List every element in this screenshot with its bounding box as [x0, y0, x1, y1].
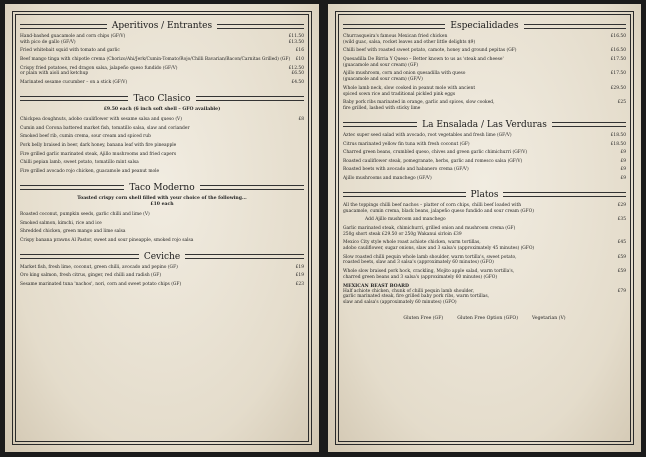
- beast-board-title: MEXICAN BEAST BOARD: [343, 283, 409, 289]
- menu-item: [20, 34, 304, 46]
- section-heading: [343, 21, 626, 31]
- menu-item: [343, 255, 626, 267]
- item-price: £16: [295, 48, 304, 54]
- heading-rule: [524, 24, 626, 29]
- item-text: Citrus marinated yellow fin tuna with fresh coconut (GF): [343, 141, 470, 147]
- menu-item: [20, 57, 304, 63]
- menu-item: [20, 238, 304, 244]
- section-title: Aperitivos / Entrantes: [111, 21, 213, 31]
- menu-item: [343, 217, 626, 223]
- item-text: Oro king salmon, fresh citrus, ginger, red chilli and radish (GF): [20, 273, 162, 279]
- menu-item: [20, 160, 304, 166]
- menu-item: [20, 212, 304, 218]
- item-text: Fire grilled avocado rojo chicken, guacamole and peanut mole: [20, 168, 160, 174]
- item-price: £35: [617, 217, 626, 223]
- item-text: Ajillo mushrooms and manchego (GF/V): [343, 175, 432, 181]
- item-text: Add Ajillo mushroom and manchego: [365, 217, 446, 223]
- menu-item: [20, 48, 304, 54]
- page-content: [20, 18, 304, 440]
- item-text: Whole slow braised pork hock, crackling, Mojito apple salad, warm tortilla's, charred green beans and 3 salsa's (approximately 60 minutes) (GFO): [343, 269, 515, 280]
- item-price: £79: [617, 288, 626, 294]
- menu-item: [343, 203, 626, 215]
- item-price: £19: [295, 273, 304, 279]
- item-text: Churrasqueira's famous Mexican fried chicken (wild guac, salsa, rocket leaves and other little delights $9): [343, 34, 476, 45]
- item-price: £9: [620, 167, 626, 173]
- item-text: All the toppings chilli beef nachos – platter of corn chips, chilli beef loaded with guacamole, cumin crema, black beans, jalapeño queso fundido and sour cream (GFO): [343, 202, 534, 214]
- menu-item: [20, 265, 304, 271]
- section-especialidades: [343, 21, 626, 112]
- item-price: £4.50: [291, 80, 304, 86]
- heading-rule: [20, 254, 139, 259]
- item-text: Hand-bashed guacamole and corn chips (GF/V) with pico de gallo (GF/V): [20, 34, 126, 45]
- item-price: £9: [620, 150, 626, 156]
- menu-item: [343, 159, 626, 165]
- item-price: £59: [617, 269, 626, 275]
- menu-item: [343, 142, 626, 148]
- heading-rule: [343, 122, 417, 127]
- item-price: £9: [620, 175, 626, 181]
- section-heading: [20, 94, 304, 104]
- section-aperitivos: [20, 21, 304, 86]
- section-taco-clasico: [20, 94, 304, 175]
- item-price: £10: [295, 57, 304, 63]
- item-text: Roasted beets with avocado and habanero crema (GF/V): [343, 167, 469, 173]
- section-heading: [20, 183, 304, 193]
- menu-item: [20, 169, 304, 175]
- menu-item: [343, 48, 626, 54]
- menu-item: [20, 273, 304, 279]
- item-text: Chilli beef with roasted sweet potato, camote, honey and ground pepitas (GF): [343, 48, 517, 54]
- section-title: Ceviche: [143, 251, 181, 262]
- item-text: Quesadilla De Birria Y Queso – Better known to us as 'steak and cheese' (guacamole and sour cream) (GF): [343, 57, 504, 68]
- heading-rule: [343, 192, 466, 197]
- menu-page-left: [5, 4, 319, 452]
- menu-item: [20, 282, 304, 288]
- item-text: Fire grilled garlic marinated steak, Ajillo mushrooms and fried capers: [20, 151, 177, 157]
- section-heading: [20, 252, 304, 262]
- page-content: [343, 18, 626, 440]
- item-price: £11.50 £13.50: [288, 34, 304, 45]
- menu-item: [20, 143, 304, 149]
- heading-rule: [196, 96, 304, 101]
- section-subtitle: £9.50 each (6 inch soft shell – GFO available): [103, 106, 221, 112]
- menu-item: [343, 34, 626, 46]
- menu-item: [343, 57, 626, 69]
- item-text: Charred green beans, crumbled queso, chives and green garlic chimichurri (GF/V): [343, 150, 528, 156]
- item-price: £16.50: [610, 48, 626, 54]
- menu-item: [343, 100, 626, 112]
- key-gluten-free-option: Gluten Free Option (GFO): [457, 315, 518, 321]
- item-price: £12.50 £6.50: [288, 65, 304, 77]
- heading-rule: [200, 185, 304, 190]
- item-text: Whole lamb neck, slow cooked in peanut mole with ancient spiced sown rice and traditional pickled pink eggs: [343, 85, 476, 97]
- heading-rule: [185, 254, 304, 259]
- item-text: Baby pork ribs marinated in orange, garlic and spices, slow cooked, fire grilled, lashed with sticky lime: [343, 100, 495, 112]
- section-title: La Ensalada / Las Verduras: [422, 119, 547, 130]
- item-price: £25: [617, 100, 626, 106]
- item-price: £8: [298, 117, 304, 123]
- menu-item: [20, 221, 304, 227]
- item-price: £19: [295, 264, 304, 270]
- menu-item: [343, 71, 626, 83]
- menu-item: [20, 152, 304, 158]
- menu-item: [20, 80, 304, 86]
- section-ensalada-verduras: [343, 120, 626, 182]
- item-text: Garlic marinated steak, chimichurri, grilled onion and mushroom crema (GF) 250g short steak £29.50 or 250g Wakanui sirloin £39: [343, 225, 516, 237]
- item-text: Roasted coconut, pumpkin seeds, garlic chilli and lime (V): [20, 211, 150, 217]
- section-ceviche: [20, 252, 304, 288]
- section-title: Especialidades: [450, 21, 519, 31]
- item-text: Crispy fried potatoes, red dragon salsa, jalapeño queso fundido (GF/V) or plain with aioli and ketchup: [20, 65, 178, 77]
- menu-item: [343, 167, 626, 173]
- item-text: Aztec super seed salad with avocado, root vegetables and fresh lime (GF/V): [343, 132, 512, 138]
- item-price: £16.50: [610, 34, 626, 39]
- section-title: Platos: [470, 189, 499, 200]
- section-heading: [20, 21, 304, 31]
- item-text: Crispy banana prawns Al Pastor, sweet and sour pineapple, smoked rojo salsa: [20, 237, 194, 243]
- item-text: Fried whitebait squid with tomato and garlic: [20, 48, 120, 54]
- item-text: Marinated sesame cucumber – on a stick (GF/V): [20, 80, 128, 86]
- menu-item: [20, 66, 304, 78]
- menu-item: [343, 226, 626, 238]
- item-text: Chilli pepian lamb, sweet potato, tomatillo mint salsa: [20, 160, 139, 166]
- item-price: £18.50: [610, 132, 626, 138]
- item-text: Pork belly braised in beer, dark honey, banana leaf with fire pineapple: [20, 142, 177, 148]
- section-subtitle: Toasted crispy corn shell filled with your choice of the following... £10 each: [77, 195, 247, 207]
- section-title: Taco Moderno: [129, 182, 195, 193]
- item-price: £9: [620, 158, 626, 164]
- item-text: Chickpea doughnuts, adobo cauliflower with sesame salsa and queso (V): [20, 117, 182, 123]
- item-text: Ajillo mushroom, corn and onion quesadilla with queso (guacamole and sour cream) (GF/V): [343, 71, 466, 83]
- heading-rule: [20, 24, 107, 29]
- menu-item: [20, 117, 304, 123]
- item-price: £59: [617, 254, 626, 260]
- menu-item: [343, 86, 626, 98]
- item-text: Smoked beef rib, cumin crema, sour cream and spiced rub: [20, 134, 151, 140]
- menu-item: [20, 126, 304, 132]
- heading-rule: [20, 96, 128, 101]
- key-gluten-free: Gluten Free (GF): [403, 315, 444, 321]
- menu-item: [343, 176, 626, 182]
- section-heading: [343, 120, 626, 130]
- item-price: £18.50: [610, 141, 626, 147]
- item-text: Cumin and Corona battered market fish, tomatillo salsa, slaw and coriander: [20, 125, 190, 131]
- item-text: Market fish, fresh lime, coconut, green chilli, avocado and pepino (GF): [20, 264, 178, 270]
- item-price: £17.50: [610, 57, 626, 63]
- item-text: Slow roasted chilli pequin whole lamb shoulder, warm tortilla's, sweet potato, roasted beets, slaw and 3 salsa's (approximately 60 minutes) (GFO): [343, 254, 517, 266]
- item-text: Sesame marinated tuna 'nachos', nori, corn and sweet potato chips (GF): [20, 281, 182, 287]
- menu-item: [343, 150, 626, 156]
- heading-rule: [20, 185, 124, 190]
- item-text: Shredded chicken, green mango and lime salsa: [20, 229, 126, 235]
- item-price: £17.50: [610, 71, 626, 77]
- menu-page-right: [328, 4, 641, 452]
- key-vegetarian: Vegetarian (V): [532, 315, 566, 321]
- section-taco-moderno: [20, 183, 304, 244]
- item-text: Half achiote chicken, chunk of chilli pequin lamb shoulder, garlic marinated steak, fire grilled baby pork ribs, warm tortillas, slaw and salsa's (approximately 60 minutes) (GFO): [343, 288, 489, 306]
- item-price: £29: [617, 202, 626, 208]
- menu-item: [343, 240, 626, 252]
- section-title: Taco Clasico: [133, 93, 191, 104]
- heading-rule: [552, 122, 626, 127]
- item-text: Smoked salmon, kimchi, rice and ice: [20, 220, 102, 226]
- section-heading: [343, 190, 626, 200]
- dietary-key: [343, 316, 626, 321]
- item-text: Beef mango tinga with chipotle crema (Chorizo/Ahi/Jerk/Cumin-Tomato/Rojo/Chilli Bavarian/Bacon/Carnitas Grilled) (GF): [20, 57, 291, 63]
- section-platos: [343, 190, 626, 306]
- menu-item: [343, 269, 626, 281]
- item-price: £29.50: [610, 85, 626, 91]
- menu-item: [20, 134, 304, 140]
- item-price: £23: [295, 281, 304, 287]
- item-price: £45: [617, 240, 626, 246]
- heading-rule: [217, 24, 304, 29]
- menu-item: [20, 229, 304, 235]
- item-text: Mexico City style whole roast achiote chicken, warm tortillas, adobo cauliflower, sugar onions, slaw and 3 salsa's (approximately 45 minutes) (GFO): [343, 240, 535, 252]
- heading-rule: [343, 24, 445, 29]
- item-text: Roasted cauliflower steak, pomegranate, herbs, garlic and romesco salsa (GF/V): [343, 158, 523, 164]
- menu-item: [343, 133, 626, 139]
- menu-item: [343, 289, 626, 306]
- heading-rule: [503, 192, 626, 197]
